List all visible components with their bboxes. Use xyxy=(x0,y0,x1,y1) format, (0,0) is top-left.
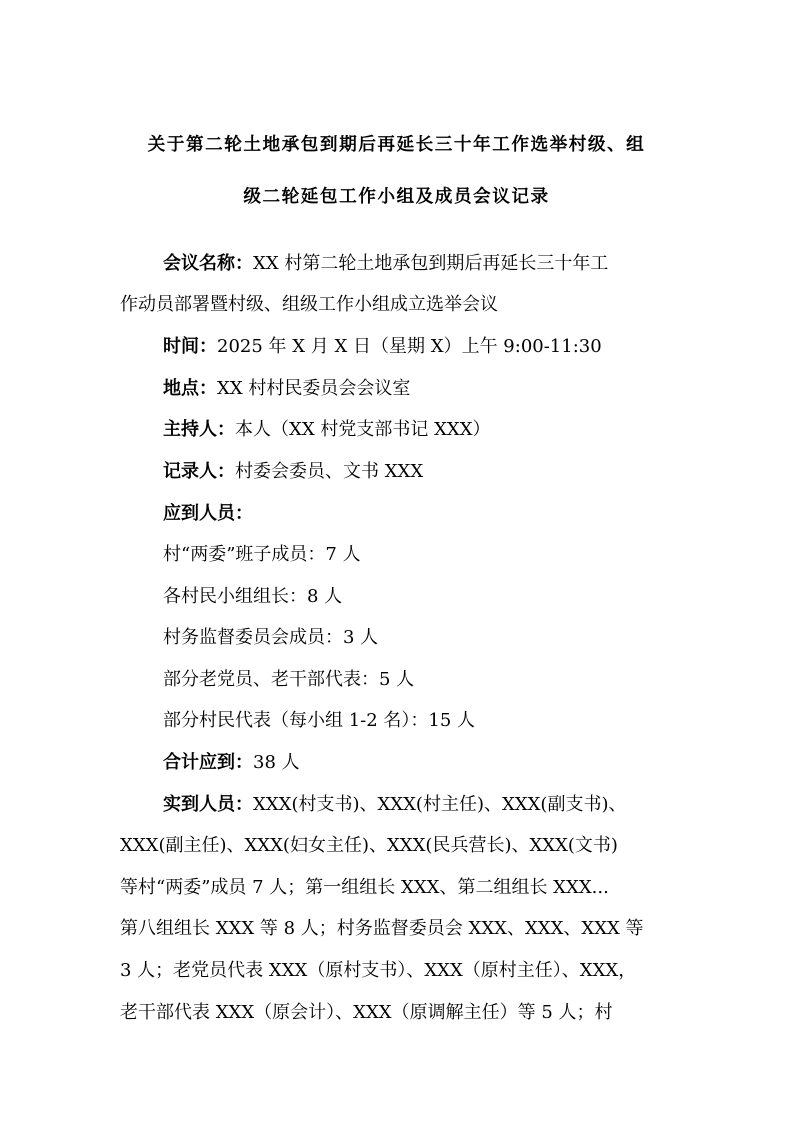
expected-item: 各村民小组组长：8 人 xyxy=(163,586,343,607)
actual-attendees-label: 实到人员： xyxy=(163,794,253,815)
expected-item: 部分老党员、老干部代表：5 人 xyxy=(163,669,415,690)
time-value: 2025 年 X 月 X 日（星期 X）上午 9:00-11:30 xyxy=(217,336,602,357)
expected-item: 村务监督委员会成员：3 人 xyxy=(163,627,379,648)
expected-attendees-label: 应到人员： xyxy=(163,503,253,524)
actual-attendees-line: 3 人；老党员代表 XXX（原村支书）、XXX（原村主任）、XXX， xyxy=(120,960,637,981)
actual-attendees-line: 老干部代表 XXX（原会计）、XXX（原调解主任）等 5 人；村 xyxy=(120,1002,613,1023)
meeting-name-line-2: 作动员部署暨村级、组级工作小组成立选举会议 xyxy=(120,294,498,315)
actual-attendees-line-1 xyxy=(163,793,626,817)
actual-attendees-line: XXX(副主任)、XXX(妇女主任)、XXX(民兵营长)、XXX(文书) xyxy=(120,835,618,856)
place-label: 地点： xyxy=(163,378,217,399)
place-line xyxy=(163,377,410,401)
expected-total-label: 合计应到： xyxy=(163,752,253,773)
host-line xyxy=(163,418,491,442)
document-title-line-2: 级二轮延包工作小组及成员会议记录 xyxy=(243,187,550,207)
meeting-name-value-part-1: XX 村第二轮土地承包到期后再延长三十年工 xyxy=(253,253,609,274)
host-label: 主持人： xyxy=(163,419,235,440)
expected-total-value: 38 人 xyxy=(253,752,300,773)
recorder-line xyxy=(163,460,423,484)
actual-attendees-line: 等村“两委”成员 7 人；第一组组长 XXX、第二组组长 XXX... xyxy=(120,877,609,898)
meeting-name-line-1 xyxy=(163,252,608,276)
recorder-label: 记录人： xyxy=(163,461,235,482)
actual-attendees-line: 第八组组长 XXX 等 8 人；村务监督委员会 XXX、XXX、XXX 等 xyxy=(120,918,644,939)
expected-item: 部分村民代表（每小组 1-2 名）：15 人 xyxy=(163,710,476,731)
expected-total-line xyxy=(163,751,300,775)
document-title-line-1: 关于第二轮土地承包到期后再延长三十年工作选举村级、组 xyxy=(147,135,646,155)
time-label: 时间： xyxy=(163,336,217,357)
actual-attendees-text: XXX(村支书)、XXX(村主任)、XXX(副支书)、 xyxy=(253,794,627,815)
place-value: XX 村村民委员会会议室 xyxy=(217,378,411,399)
expected-item: 村“两委”班子成员：7 人 xyxy=(163,544,361,565)
host-value: 本人（XX 村党支部书记 XXX） xyxy=(235,419,491,440)
meeting-name-label: 会议名称： xyxy=(163,253,253,274)
time-line xyxy=(163,335,602,359)
recorder-value: 村委会委员、文书 XXX xyxy=(235,461,424,482)
